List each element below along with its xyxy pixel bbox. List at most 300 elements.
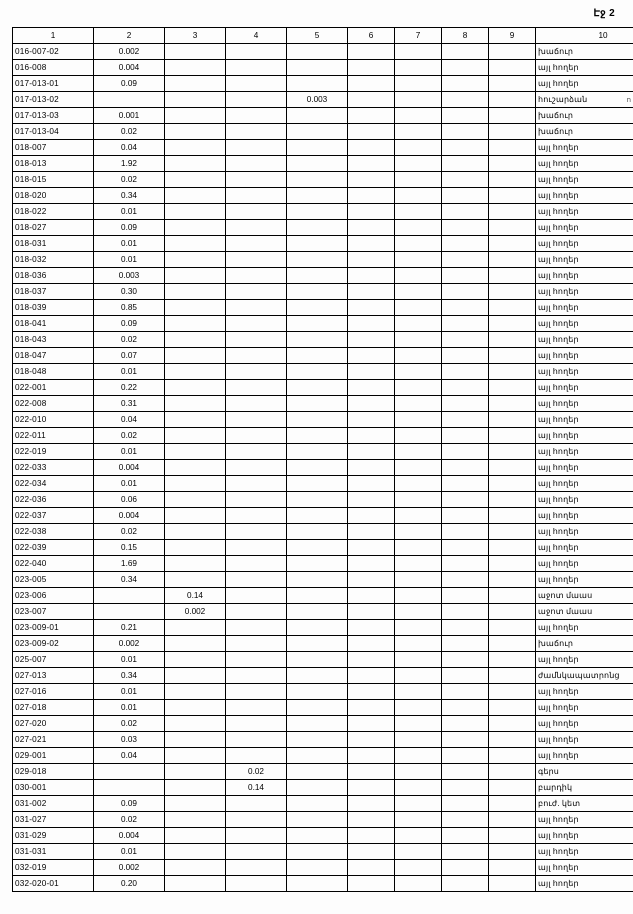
table-row [13,44,633,60]
cell-land-type: այլ հողեր [536,684,633,700]
cell-value-col-4 [226,332,287,348]
cell-value-col-6 [348,620,395,636]
cell-value-col-7 [395,268,442,284]
cell-value-col-7 [395,284,442,300]
cell-value-col-5 [287,828,348,844]
table-row [13,668,633,684]
cell-value-col-9 [489,188,536,204]
cell-value-col-9 [489,332,536,348]
cell-value-col-4 [226,396,287,412]
cell-value-col-7 [395,348,442,364]
table-row [13,236,633,252]
cell-value-col-6 [348,76,395,92]
cell-value-col-9 [489,44,536,60]
cell-value-col-3 [165,780,226,796]
table-row [13,300,633,316]
cell-value-col-2: 0.02 [94,124,165,140]
cell-value-col-9 [489,396,536,412]
cell-value-col-3 [165,668,226,684]
cell-value-col-9 [489,764,536,780]
table-row [13,684,633,700]
cell-value-col-3 [165,540,226,556]
cell-value-col-2: 0.002 [94,636,165,652]
cell-value-col-9 [489,652,536,668]
cell-value-col-7 [395,252,442,268]
cell-value-col-5 [287,284,348,300]
cell-value-col-4 [226,540,287,556]
cell-value-col-8 [442,428,489,444]
cell-value-col-9 [489,796,536,812]
cell-value-col-5 [287,748,348,764]
cell-value-col-8 [442,204,489,220]
cell-value-col-3 [165,460,226,476]
cell-value-col-7 [395,92,442,108]
cell-value-col-9 [489,92,536,108]
cell-value-col-7 [395,60,442,76]
cell-value-col-2: 0.01 [94,204,165,220]
cell-value-col-2: 0.02 [94,428,165,444]
cell-value-col-4 [226,60,287,76]
cell-value-col-9 [489,844,536,860]
cell-value-col-3 [165,60,226,76]
cell-value-col-9 [489,556,536,572]
cell-value-col-8 [442,380,489,396]
cell-value-col-8 [442,268,489,284]
cell-parcel-code: 017-013-02 [13,92,94,108]
cell-value-col-2: 0.85 [94,300,165,316]
cell-parcel-code: 018-032 [13,252,94,268]
cell-value-col-9 [489,668,536,684]
cell-value-col-2: 1.92 [94,156,165,172]
cell-value-col-7 [395,652,442,668]
cell-parcel-code: 018-020 [13,188,94,204]
cell-value-col-5 [287,492,348,508]
cell-value-col-8 [442,620,489,636]
column-number-3: 3 [165,28,226,44]
cell-value-col-2: 0.15 [94,540,165,556]
cell-value-col-9 [489,140,536,156]
cell-value-col-7 [395,188,442,204]
table-row [13,732,633,748]
table-row [13,604,633,620]
cell-value-col-6 [348,812,395,828]
cell-parcel-code: 032-020-01 [13,876,94,892]
cell-value-col-4 [226,156,287,172]
cell-value-col-7 [395,460,442,476]
cell-value-col-8 [442,76,489,92]
cell-value-col-6 [348,60,395,76]
table-row [13,332,633,348]
cell-value-col-3 [165,268,226,284]
cell-value-col-2: 0.34 [94,668,165,684]
cell-value-col-4 [226,636,287,652]
cell-value-col-8 [442,860,489,876]
cell-value-col-6 [348,716,395,732]
cell-value-col-8 [442,44,489,60]
cell-value-col-5 [287,60,348,76]
cell-value-col-6 [348,364,395,380]
cell-value-col-2: 0.09 [94,316,165,332]
cell-value-col-8 [442,748,489,764]
cell-value-col-9 [489,316,536,332]
cell-parcel-code: 017-013-04 [13,124,94,140]
cell-value-col-5 [287,508,348,524]
cell-value-col-2: 0.002 [94,44,165,60]
cell-value-col-5 [287,236,348,252]
cell-value-col-6 [348,428,395,444]
cell-land-type: այլ հողեր [536,876,633,892]
cell-value-col-5 [287,812,348,828]
cell-parcel-code: 018-047 [13,348,94,364]
table-row [13,828,633,844]
cell-value-col-3 [165,348,226,364]
cell-value-col-3 [165,620,226,636]
cell-value-col-3 [165,508,226,524]
cell-value-col-5 [287,124,348,140]
cell-value-col-6 [348,348,395,364]
cell-value-col-9 [489,540,536,556]
cell-land-type: այլ հողեր [536,620,633,636]
cell-value-col-3 [165,652,226,668]
cell-value-col-8 [442,796,489,812]
cell-value-col-2: 0.03 [94,732,165,748]
cell-value-col-3 [165,108,226,124]
cell-land-type: այլ հողեր [536,364,633,380]
cell-value-col-5 [287,444,348,460]
cell-value-col-5 [287,652,348,668]
cell-value-col-6 [348,44,395,60]
cell-parcel-code: 018-013 [13,156,94,172]
cell-value-col-9 [489,876,536,892]
cell-value-col-6 [348,700,395,716]
cell-land-type: այլ հողեր [536,412,633,428]
cell-value-col-4 [226,588,287,604]
cell-value-col-3 [165,76,226,92]
cell-value-col-7 [395,300,442,316]
table-row [13,796,633,812]
cell-value-col-3 [165,556,226,572]
table-row [13,172,633,188]
cell-value-col-3 [165,732,226,748]
cell-value-col-9 [489,780,536,796]
cell-value-col-3 [165,684,226,700]
table-body [13,28,633,892]
cell-value-col-5 [287,476,348,492]
cell-parcel-code: 023-005 [13,572,94,588]
margin-mark: ո [626,97,631,104]
cell-parcel-code: 018-007 [13,140,94,156]
cell-value-col-9 [489,364,536,380]
cell-value-col-9 [489,268,536,284]
cell-value-col-8 [442,188,489,204]
cell-value-col-4 [226,380,287,396]
cell-value-col-6 [348,204,395,220]
cell-value-col-4 [226,428,287,444]
cell-value-col-3 [165,252,226,268]
cell-value-col-8 [442,492,489,508]
cell-parcel-code: 017-013-01 [13,76,94,92]
cell-value-col-4 [226,284,287,300]
cell-value-col-6 [348,508,395,524]
cell-value-col-2: 0.20 [94,876,165,892]
cell-land-type: խաճուր [536,44,633,60]
cell-value-col-9 [489,684,536,700]
table-row [13,556,633,572]
cell-value-col-6 [348,236,395,252]
cell-value-col-8 [442,764,489,780]
cell-value-col-7 [395,572,442,588]
cell-value-col-5 [287,716,348,732]
cell-land-type: աջոտ մաաս [536,604,633,620]
cell-value-col-5 [287,588,348,604]
cell-parcel-code: 030-001 [13,780,94,796]
cell-parcel-code: 031-031 [13,844,94,860]
cell-value-col-6 [348,220,395,236]
cell-value-col-7 [395,44,442,60]
cell-value-col-3 [165,844,226,860]
cell-value-col-2: 0.02 [94,172,165,188]
cell-value-col-8 [442,604,489,620]
cell-value-col-4 [226,444,287,460]
cell-value-col-8 [442,364,489,380]
cell-parcel-code: 025-007 [13,652,94,668]
table-row [13,764,633,780]
cell-value-col-4 [226,348,287,364]
cell-parcel-code: 017-013-03 [13,108,94,124]
cell-parcel-code: 018-031 [13,236,94,252]
cell-land-type: այլ հողեր [536,204,633,220]
table-row [13,476,633,492]
cell-value-col-6 [348,828,395,844]
table-row [13,812,633,828]
table-row [13,620,633,636]
cell-value-col-8 [442,252,489,268]
cell-value-col-9 [489,284,536,300]
cell-land-type: բուժ. կետ [536,796,633,812]
cell-value-col-4 [226,92,287,108]
cell-value-col-3 [165,364,226,380]
cell-parcel-code: 018-036 [13,268,94,284]
cell-value-col-6 [348,124,395,140]
cell-value-col-7 [395,556,442,572]
cell-value-col-5 [287,300,348,316]
cell-value-col-3 [165,396,226,412]
cell-value-col-6 [348,796,395,812]
cell-land-type: այլ հողեր [536,700,633,716]
cell-value-col-7 [395,588,442,604]
table-row [13,524,633,540]
cell-value-col-8 [442,460,489,476]
cell-value-col-4 [226,556,287,572]
cell-land-type: գերս [536,764,633,780]
cell-value-col-4 [226,172,287,188]
cell-land-type: ժամնկապատրոնց [536,668,633,684]
cell-value-col-3 [165,204,226,220]
cell-land-type: այլ հողեր [536,380,633,396]
cell-value-col-8 [442,476,489,492]
cell-value-col-5 [287,380,348,396]
cell-land-type: այլ հողեր [536,844,633,860]
cell-parcel-code: 022-039 [13,540,94,556]
column-number-6: 6 [348,28,395,44]
cell-value-col-2: 0.02 [94,812,165,828]
cell-land-type: այլ հողեր [536,76,633,92]
cell-value-col-4 [226,748,287,764]
cell-value-col-5 [287,364,348,380]
cell-value-col-4 [226,412,287,428]
cell-value-col-7 [395,156,442,172]
cell-value-col-6 [348,860,395,876]
cell-value-col-2: 0.004 [94,460,165,476]
cell-parcel-code: 018-027 [13,220,94,236]
cell-value-col-8 [442,700,489,716]
cell-parcel-code: 022-033 [13,460,94,476]
column-number-5: 5 [287,28,348,44]
cell-value-col-5 [287,76,348,92]
cell-parcel-code: 022-040 [13,556,94,572]
cell-parcel-code: 022-010 [13,412,94,428]
cell-parcel-code: 023-009-01 [13,620,94,636]
cell-value-col-6 [348,476,395,492]
cell-value-col-4: 0.14 [226,780,287,796]
table-row [13,284,633,300]
table-row [13,156,633,172]
cell-value-col-6 [348,876,395,892]
cell-value-col-7 [395,764,442,780]
cell-value-col-9 [489,220,536,236]
cell-value-col-4 [226,652,287,668]
cell-value-col-2 [94,764,165,780]
cell-value-col-5 [287,684,348,700]
cell-value-col-8 [442,220,489,236]
cell-value-col-7 [395,108,442,124]
cell-value-col-8 [442,556,489,572]
cell-value-col-3 [165,860,226,876]
cell-parcel-code: 031-027 [13,812,94,828]
cell-value-col-4 [226,828,287,844]
cell-parcel-code: 027-021 [13,732,94,748]
cell-land-type: այլ հողեր [536,172,633,188]
cell-value-col-2: 0.07 [94,348,165,364]
table-row [13,140,633,156]
table-row [13,460,633,476]
cell-value-col-3 [165,44,226,60]
cell-value-col-2: 0.004 [94,828,165,844]
cell-value-col-8 [442,124,489,140]
cell-value-col-5 [287,764,348,780]
cell-value-col-5 [287,556,348,572]
cell-parcel-code: 018-015 [13,172,94,188]
cell-value-col-6 [348,300,395,316]
column-number-1: 1 [13,28,94,44]
cell-value-col-8 [442,540,489,556]
cell-value-col-7 [395,668,442,684]
cell-value-col-2: 0.09 [94,220,165,236]
table-row [13,700,633,716]
cell-parcel-code: 031-002 [13,796,94,812]
cell-value-col-2: 0.01 [94,684,165,700]
cell-value-col-6 [348,636,395,652]
cell-value-col-5 [287,220,348,236]
cell-value-col-2: 0.04 [94,412,165,428]
table-row [13,540,633,556]
table-row [13,636,633,652]
cell-value-col-3 [165,300,226,316]
cell-value-col-5 [287,140,348,156]
cell-value-col-9 [489,492,536,508]
cell-value-col-8 [442,332,489,348]
cell-value-col-5 [287,204,348,220]
cell-value-col-3 [165,876,226,892]
cell-value-col-7 [395,620,442,636]
cell-land-type: այլ հողեր [536,220,633,236]
page-number-label: Էջ 2 [593,8,615,19]
cell-value-col-4 [226,476,287,492]
cell-value-col-9 [489,300,536,316]
cell-value-col-6 [348,412,395,428]
cell-value-col-3 [165,284,226,300]
cell-value-col-5 [287,428,348,444]
cell-value-col-8 [442,828,489,844]
table-row [13,780,633,796]
table-row [13,124,633,140]
cell-value-col-6 [348,684,395,700]
cell-value-col-5 [287,108,348,124]
cell-value-col-5 [287,700,348,716]
cell-land-type: խաճուր [536,124,633,140]
table-row [13,492,633,508]
cell-value-col-2: 0.004 [94,60,165,76]
cell-value-col-5 [287,876,348,892]
cell-land-type: այլ հողեր [536,716,633,732]
cell-land-type: այլ հողեր [536,524,633,540]
table-row [13,380,633,396]
cell-land-type: խաճուր [536,108,633,124]
cell-value-col-3 [165,444,226,460]
cell-value-col-7 [395,444,442,460]
cell-land-type: աջոտ մաաս [536,588,633,604]
cell-parcel-code: 018-039 [13,300,94,316]
cell-value-col-7 [395,428,442,444]
cell-value-col-8 [442,396,489,412]
table-row [13,412,633,428]
table-row [13,364,633,380]
cell-value-col-7 [395,236,442,252]
cell-parcel-code: 016-008 [13,60,94,76]
column-number-4: 4 [226,28,287,44]
column-number-7: 7 [395,28,442,44]
cell-value-col-2: 0.01 [94,252,165,268]
cell-value-col-2: 0.01 [94,700,165,716]
cell-parcel-code: 027-020 [13,716,94,732]
table-row [13,76,633,92]
cell-value-col-4 [226,76,287,92]
cell-parcel-code: 032-019 [13,860,94,876]
table-row [13,860,633,876]
cell-value-col-2: 0.01 [94,652,165,668]
cell-value-col-3 [165,428,226,444]
cell-value-col-4 [226,460,287,476]
cell-value-col-2: 0.004 [94,508,165,524]
cell-value-col-8 [442,444,489,460]
cell-land-type: այլ հողեր [536,508,633,524]
table-row [13,876,633,892]
cell-value-col-5 [287,572,348,588]
cell-value-col-6 [348,92,395,108]
cell-value-col-7 [395,524,442,540]
cell-land-type: այլ հողեր [536,748,633,764]
cell-value-col-6 [348,188,395,204]
